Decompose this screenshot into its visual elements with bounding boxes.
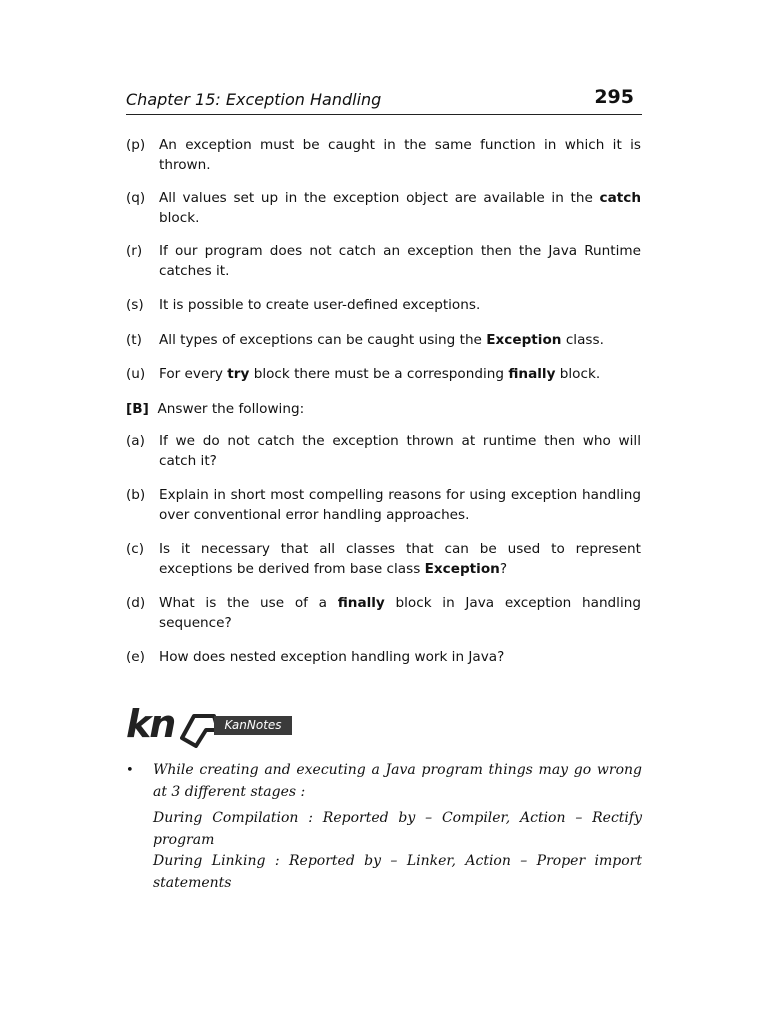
question-text: An exception must be caught in the same function in which it is thrown.	[159, 137, 641, 173]
section-b-title: Answer the following:	[157, 401, 305, 417]
note-intro: While creating and executing a Java program things may go wrong at 3 different stages :	[153, 762, 642, 800]
question-item	[126, 594, 641, 633]
page-header	[126, 86, 642, 115]
kannotes-logo	[126, 704, 296, 750]
logo-badge: KanNotes	[214, 716, 292, 735]
question-item	[126, 540, 641, 579]
question-label: (q)	[126, 190, 146, 206]
question-label: (p)	[126, 137, 146, 153]
question-item	[126, 331, 641, 351]
question-text: For every try block there must be a corresponding finally block.	[159, 366, 601, 382]
question-item	[126, 296, 641, 316]
question-text: If our program does not catch an exception then the Java Runtime catches it.	[159, 243, 641, 279]
bullet-icon: •	[126, 763, 134, 778]
question-text: All types of exceptions can be caught using the Exception class.	[159, 331, 604, 348]
question-text: It is possible to create user-defined exceptions.	[159, 297, 481, 313]
question-item	[126, 486, 641, 525]
question-label: (e)	[126, 649, 145, 665]
note-bullet-item	[126, 760, 642, 894]
question-item	[126, 136, 641, 175]
page-number: 295	[594, 86, 634, 108]
kannotes-section	[126, 760, 642, 894]
question-item	[126, 648, 641, 668]
question-label: (r)	[126, 243, 143, 259]
question-label: (d)	[126, 595, 146, 611]
question-text: If we do not catch the exception thrown at runtime then who will catch it?	[159, 433, 641, 469]
note-linking: During Linking : Reported by – Linker, Action – Proper import statements	[153, 853, 642, 891]
question-item	[126, 432, 641, 471]
question-item	[126, 365, 641, 385]
question-label: (s)	[126, 297, 144, 313]
question-label: (b)	[126, 487, 146, 503]
chapter-title: Chapter 15: Exception Handling	[126, 90, 382, 109]
question-label: (t)	[126, 331, 142, 348]
question-item	[126, 189, 641, 228]
section-b-label: [B]	[126, 401, 149, 417]
true-false-list	[126, 136, 641, 385]
question-label: (c)	[126, 541, 145, 557]
question-item	[126, 242, 641, 281]
question-text: Is it necessary that all classes that can be used to represent exceptions be derived from base class Exception?	[159, 541, 641, 577]
note-compilation: During Compilation : Reported by – Compiler, Action – Rectify program	[153, 810, 642, 848]
question-label: (u)	[126, 366, 146, 382]
question-text: Explain in short most compelling reasons for using exception handling over conventional error handling approaches.	[159, 487, 641, 523]
logo-letters: kn	[126, 702, 175, 746]
question-label: (a)	[126, 433, 145, 449]
answer-list	[126, 432, 641, 668]
question-text: All values set up in the exception object are available in the catch block.	[159, 190, 641, 226]
question-text: How does nested exception handling work in Java?	[159, 649, 505, 665]
section-b-heading	[126, 400, 304, 420]
question-text: What is the use of a finally block in Java exception handling sequence?	[159, 595, 641, 631]
